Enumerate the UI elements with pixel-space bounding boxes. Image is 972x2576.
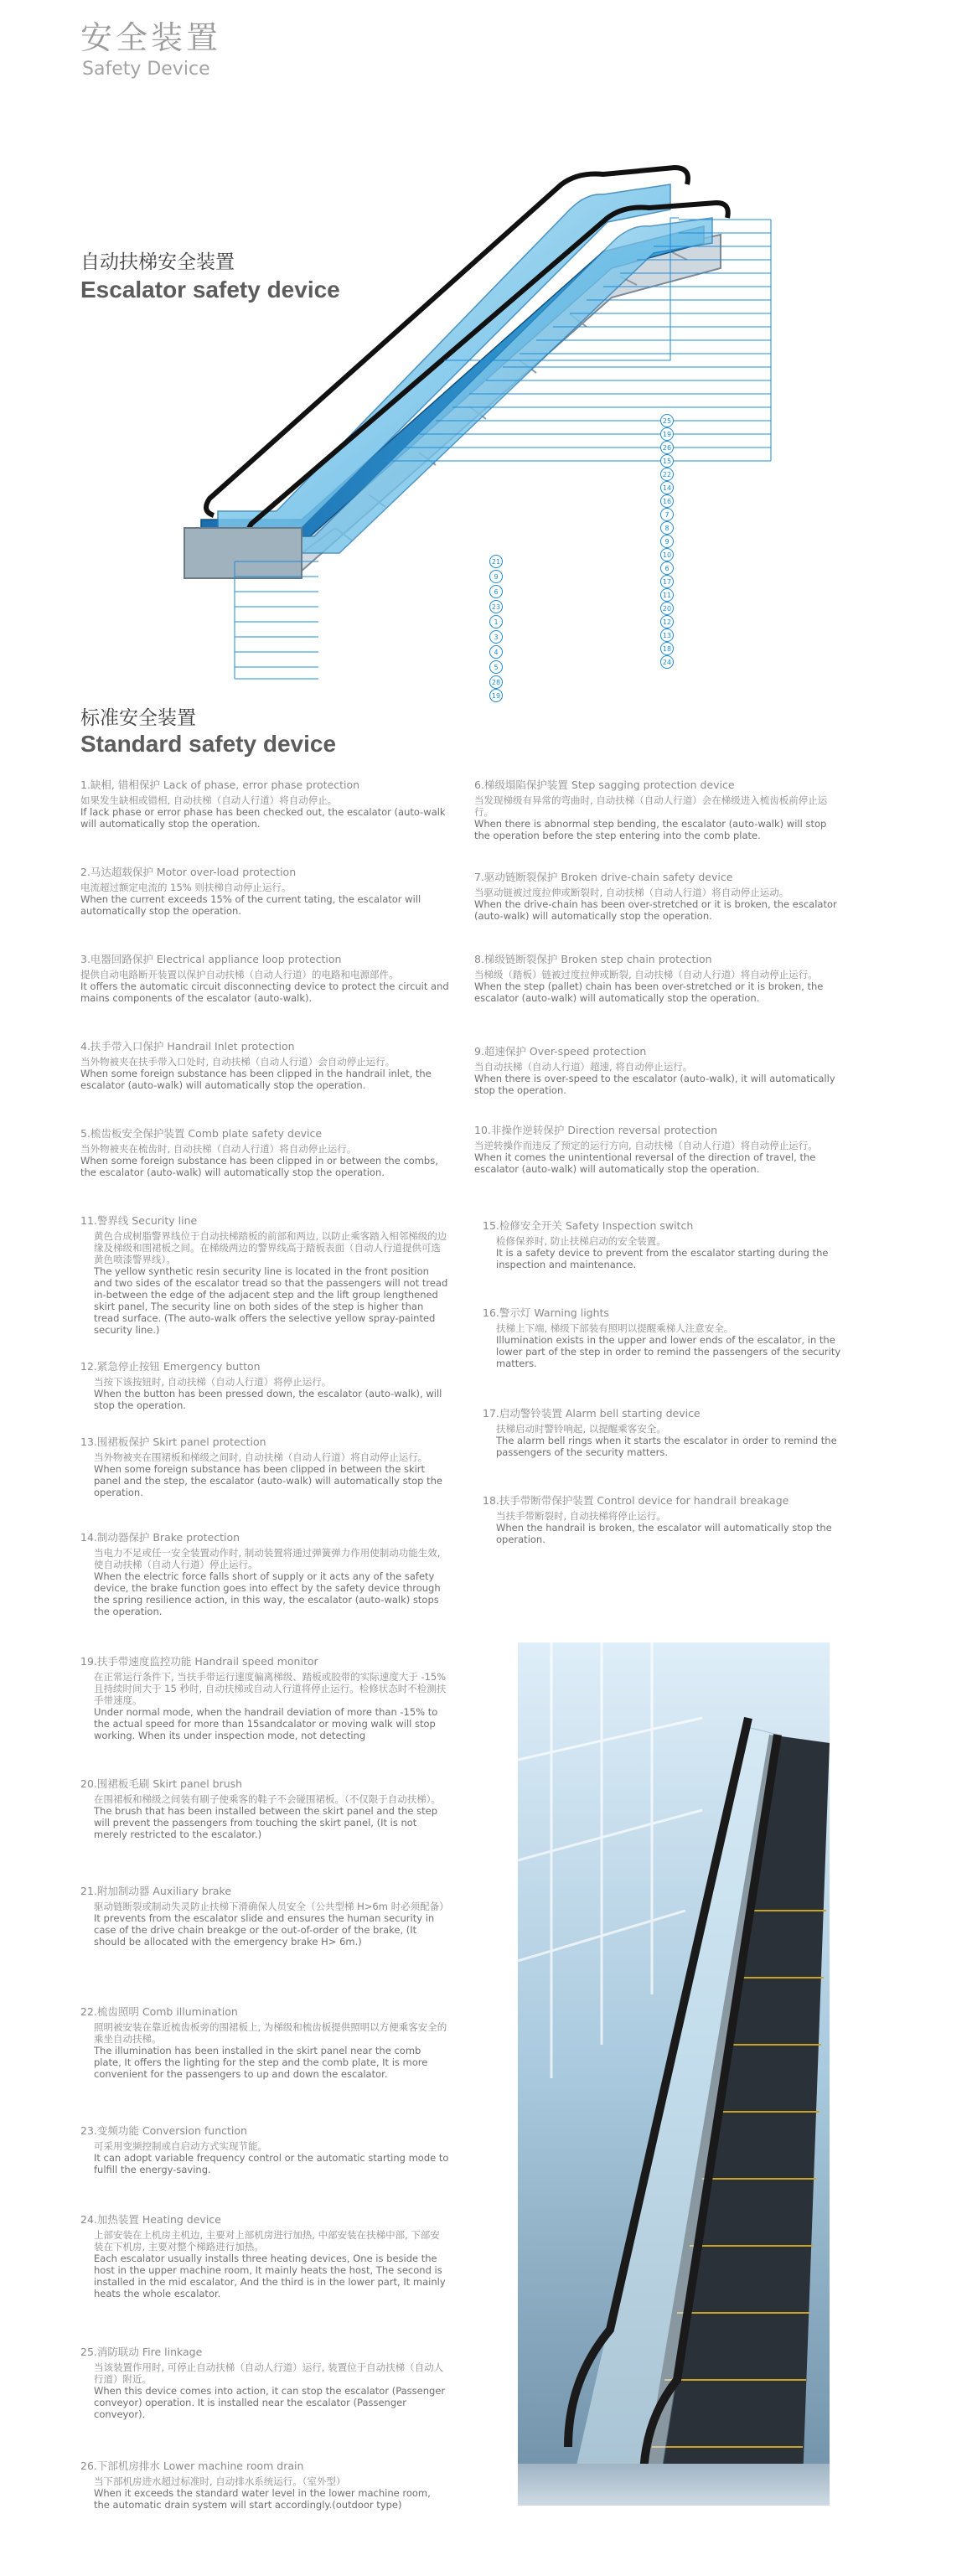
item-text-en: When the drive-chain has been over-stretched or it is broken, the escalator (auto-walk) will automatically stop the operation. <box>474 898 837 922</box>
item-title: 16.警示灯 Warning lights <box>483 1306 609 1319</box>
list-item <box>80 954 449 1004</box>
item-title: 9.超速保护 Over-speed protection <box>474 1045 647 1058</box>
item-text-cn: 电流超过额定电流的 15% 则扶梯自动停止运行。 <box>80 882 292 893</box>
item-title: 4.扶手带入口保护 Handrail Inlet protection <box>80 1040 295 1053</box>
callout-marker: 4 <box>489 645 503 659</box>
item-title: 10.非操作逆转保护 Direction reversal protection <box>474 1124 718 1136</box>
item-text-en: When there is abnormal step bending, the escalator (auto-walk) will stop the operation before the step entering into the comb plate. <box>474 818 827 841</box>
list-item <box>474 779 843 841</box>
item-text-en: The illumination has been installed in the skirt panel near the comb plate, It offers the lighting for the step and the comb plate, It is more convenient for the passengers to up and down the escalator. <box>94 2045 428 2080</box>
list-item <box>80 1041 449 1091</box>
item-text-cn: 当发现梯级有异常的弯曲时, 自动扶梯（自动人行道）会在梯级进入梳齿板前停止运行。 <box>474 794 828 818</box>
item-text-en: When it exceeds the standard water level in the lower machine room, the automatic drain system will start accordingly.(outdoor type) <box>94 2487 431 2511</box>
item-text-cn: 当扶手带断裂时, 自动扶梯将停止运行。 <box>496 1510 666 1522</box>
item-text-en: If lack phase or error phase has been checked out, the escalator (auto-walk will automatically stop the operation. <box>80 806 446 830</box>
item-text-en: It prevents from the escalator slide and ensures the human security in case of the drive chain breakge or the out-of-order of the brake, (It should be allocated with the emergency brake H> 6m.) <box>94 1912 435 1948</box>
list-item <box>80 1436 449 1498</box>
callout-marker: 15 <box>660 454 674 468</box>
callout-marker: 19 <box>489 689 503 702</box>
item-text-en: It offers the automatic circuit disconnecting device to protect the circuit and mains components of the escalator (auto-walk). <box>80 980 449 1004</box>
item-title: 18.扶手带断带保护装置 Control device for handrail breakage <box>483 1494 789 1507</box>
item-title: 12.紧急停止按钮 Emergency button <box>80 1360 261 1373</box>
item-text-en: Illumination exists in the upper and lower ends of the escalator, in the lower part of the step in order to remind the passengers of the security matters. <box>496 1334 841 1369</box>
callout-marker: 8 <box>660 521 674 535</box>
callout-marker: 14 <box>660 481 674 494</box>
list-item <box>80 1128 449 1178</box>
item-text-en: When this device comes into action, it can stop the escalator (Passenger conveyor) operation. It is installed near the escalator (Passenger conveyor). <box>94 2385 446 2420</box>
callout-marker: 28 <box>489 675 503 689</box>
list-item <box>80 779 449 830</box>
list-item <box>80 2214 449 2299</box>
item-text-en: When some foreign substance has been clipped in the handrail inlet, the escalator (auto-walk) will automatically stop the operation. <box>80 1068 432 1091</box>
item-text-en: It is a safety device to prevent from the escalator starting during the inspection and maintenance. <box>496 1247 829 1270</box>
callout-marker: 5 <box>489 660 503 674</box>
item-text-cn: 驱动链断裂或制动失灵防止扶梯下滑确保人员安全（公共型梯 H>6m 时必须配备） <box>94 1901 449 1912</box>
list-item <box>474 954 843 1004</box>
callout-marker: 17 <box>660 575 674 588</box>
item-text-cn: 当电力不足或任一安全装置动作时, 制动装置将通过弹簧弹力作用使制动功能生效, 使自动扶梯（自动人行道）停止运行。 <box>94 1547 441 1570</box>
list-item <box>474 1125 843 1175</box>
escalator-diagram <box>168 159 905 704</box>
callout-marker: 9 <box>660 535 674 548</box>
list-item <box>483 1495 851 1545</box>
list-item <box>80 866 449 917</box>
item-title: 23.变频功能 Conversion function <box>80 2124 247 2137</box>
item-text-cn: 当梯级（踏板）链被过度拉伸或断裂, 自动扶梯（自动人行道）将自动停止运行。 <box>474 969 818 980</box>
item-text-cn: 在围裙板和梯级之间装有刷子使乘客的鞋子不会碰围裙板。（不仅限于自动扶梯）。 <box>94 1793 441 1805</box>
list-item <box>474 1046 843 1096</box>
item-text-en: When there is over-speed to the escalator (auto-walk), it will automatically stop the operation. <box>474 1073 835 1096</box>
callout-marker: 25 <box>660 414 674 427</box>
standard-section-title-cn: 标准安全装置 <box>80 707 196 729</box>
list-item <box>80 1532 449 1617</box>
list-item <box>80 1778 449 1840</box>
callout-marker: 12 <box>660 615 674 628</box>
item-text-en: When the handrail is broken, the escalator will automatically stop the operation. <box>496 1522 832 1545</box>
callout-marker: 16 <box>660 494 674 508</box>
item-text-cn: 当外物被夹在梳齿时, 自动扶梯（自动人行道）将自动停止运行。 <box>80 1143 357 1155</box>
item-title: 7.驱动链断裂保护 Broken drive-chain safety device <box>474 871 733 883</box>
item-title: 2.马达超载保护 Motor over-load protection <box>80 866 297 878</box>
item-text-cn: 黄色合成树脂警界线位于自动扶梯踏板的前部和两边, 以防止乘客踏入相邻梯级的边缘及梯级和围裙板之间。在梯级两边的警界线高于踏板表面（自动人行道提供可选黄色喷漆警界线）。 <box>94 1230 447 1265</box>
item-title: 19.扶手带速度监控功能 Handrail speed monitor <box>80 1655 318 1668</box>
item-text-cn: 当外物被夹在扶手带入口处时, 自动扶梯（自动人行道）会自动停止运行。 <box>80 1056 396 1068</box>
callout-marker: 19 <box>660 427 674 441</box>
item-text-cn: 当该装置作用时, 可停止自动扶梯（自动人行道）运行, 装置位于自动扶梯（自动人行道）附近。 <box>94 2361 444 2385</box>
item-text-cn: 扶梯启动时警铃响起, 以提醒乘客安全。 <box>496 1423 666 1435</box>
item-text-cn: 照明被安装在靠近梳齿板旁的围裙板上, 为梯级和梳齿板提供照明以方便乘客安全的乘坐自动扶梯。 <box>94 2021 447 2045</box>
item-text-en: When the current exceeds 15% of the current tating, the escalator will automatically stop the operation. <box>80 893 421 917</box>
list-item <box>474 872 843 922</box>
item-text-en: It can adopt variable frequency control or the automatic starting mode to fulfill the energy-saving. <box>94 2152 449 2175</box>
item-text-cn: 如果发生缺相或错相, 自动扶梯（自动人行道）将自动停止。 <box>80 794 338 806</box>
item-text-en: When the button has been pressed down, the escalator (auto-walk), will stop the operation. <box>94 1388 442 1411</box>
item-title: 22.梳齿照明 Comb illumination <box>80 2005 238 2018</box>
list-item <box>80 1361 449 1411</box>
callout-marker: 24 <box>660 655 674 669</box>
item-text-cn: 当逆转操作而违反了预定的运行方向, 自动扶梯（自动人行道）将自动停止运行。 <box>474 1140 818 1151</box>
callout-marker: 18 <box>660 642 674 655</box>
callout-marker: 1 <box>489 615 503 628</box>
item-text-cn: 可采用变频控制或自启动方式实现节能。 <box>94 2140 267 2152</box>
item-text-en: The alarm bell rings when it starts the escalator in order to remind the passengers of the security matters. <box>496 1435 837 1458</box>
callout-marker: 11 <box>660 588 674 602</box>
item-title: 3.电器回路保护 Electrical appliance loop protection <box>80 953 342 965</box>
item-text-en: When the electric force falls short of supply or it acts any of the safety device, the brake function goes into effect by the safety device through the spring resilience action, in this way, the escalator (auto-walk) stops the operation. <box>94 1570 441 1617</box>
item-text-cn: 提供自动电路断开装置以保护自动扶梯（自动人行道）的电路和电源部件。 <box>80 969 399 980</box>
escalator-photo <box>518 1642 830 2506</box>
callout-marker: 21 <box>489 555 503 568</box>
list-item <box>80 2460 449 2511</box>
item-title: 14.制动器保护 Brake protection <box>80 1531 240 1544</box>
item-text-en: Under normal mode, when the handrail deviation of more than -15% to the actual speed for more than 15sandcalator or moving walk will stop working. When its under inspection mode, not detecting <box>94 1706 438 1741</box>
item-text-cn: 在正常运行条件下, 当扶手带运行速度偏离梯级、踏板或胶带的实际速度大于 -15% 且持续时间大于 15 秒时, 自动扶梯或自动人行道将停止运行。检修状态时不检测扶手带速度。 <box>94 1671 447 1706</box>
item-title: 21.附加制动器 Auxiliary brake <box>80 1885 232 1897</box>
item-text-cn: 当自动扶梯（自动人行道）超速, 将自动停止运行。 <box>474 1061 693 1073</box>
list-item <box>483 1220 851 1270</box>
callout-marker: 3 <box>489 630 503 644</box>
item-text-cn: 当外物被夹在围裙板和梯级之间时, 自动扶梯（自动人行道）将自动停止运行。 <box>94 1451 428 1463</box>
callout-marker: 7 <box>660 508 674 521</box>
item-text-cn: 当按下该按钮时, 自动扶梯（自动人行道）将停止运行。 <box>94 1376 332 1388</box>
list-item <box>483 1307 851 1369</box>
item-title: 11.警界线 Security line <box>80 1214 198 1227</box>
item-text-en: When some foreign substance has been clipped in or between the combs, the escalator (auto-walk) will automatically stop the operation. <box>80 1155 438 1178</box>
item-text-en: When the step (pallet) chain has been over-stretched or it is broken, the escalator (auto-walk) will automatically stop the operation. <box>474 980 824 1004</box>
list-item <box>80 1215 449 1336</box>
callout-marker: 9 <box>489 570 503 583</box>
item-title: 1.缺相, 错相保护 Lack of phase, error phase protection <box>80 778 360 791</box>
item-text-cn: 上部安装在上机房主机边, 主要对上部机房进行加热, 中部安装在扶梯中部, 下部安装在下机房, 主要对整个梯路进行加热。 <box>94 2229 440 2253</box>
item-text-cn: 当下部机房进水超过标准时, 自动排水系统运行。（室外型） <box>94 2475 346 2487</box>
list-item <box>80 1656 449 1741</box>
list-item <box>80 2006 449 2080</box>
callout-marker: 23 <box>489 600 503 613</box>
item-title: 8.梯级链断裂保护 Broken step chain protection <box>474 953 712 965</box>
item-title: 5.梳齿板安全保护装置 Comb plate safety device <box>80 1127 323 1140</box>
item-text-en: When some foreign substance has been clipped in between the skirt panel and the step, the escalator (auto-walk) will automatically stop the operation. <box>94 1463 442 1498</box>
callout-marker: 20 <box>660 602 674 615</box>
item-text-en: The brush that has been installed between the skirt panel and the step will prevent the passengers from touching the skirt panel, (It is not merely restricted to the escalator.) <box>94 1805 438 1840</box>
item-title: 24.加热装置 Heating device <box>80 2213 221 2226</box>
item-text-en: Each escalator usually installs three heating devices, One is beside the host in the upper machine room, It mainly heats the host, The second is installed in the mid escalator, And the third is in the lower part, It mainly heats the whole escalator. <box>94 2253 446 2299</box>
item-title: 26.下部机房排水 Lower machine room drain <box>80 2460 304 2472</box>
item-title: 15.检修安全开关 Safety Inspection switch <box>483 1219 694 1232</box>
item-title: 17.启动警铃装置 Alarm bell starting device <box>483 1407 701 1420</box>
list-item <box>80 2346 449 2420</box>
list-item <box>483 1408 851 1458</box>
item-text-cn: 当驱动链被过度拉伸或断裂时, 自动扶梯（自动人行道）将自动停止运动。 <box>474 887 789 898</box>
item-title: 6.梯级塌陷保护装置 Step sagging protection device <box>474 778 735 791</box>
item-text-cn: 检修保养时, 防止扶梯启动的安全装置。 <box>496 1235 666 1247</box>
item-text-en: The yellow synthetic resin security line is located in the front position and two sides of the escalator tread so that the passengers will not tread in-between the edge of the adjacent step and the lift group lengthened skirt panel, The security line on both sides of the step is higher than tread surface. (The auto-walk offers the selective yellow spray-painted security line.) <box>94 1265 448 1336</box>
item-title: 25.消防联动 Fire linkage <box>80 2346 203 2358</box>
list-item <box>80 1885 449 1948</box>
callout-marker: 6 <box>660 561 674 575</box>
item-text-en: When it comes the unintentional reversal of the direction of travel, the escalator (auto-walk) will automatically stop the operation. <box>474 1151 816 1175</box>
escalator-section-title-en: Escalator safety device <box>80 277 340 303</box>
page-title-cn: 安全装置 <box>80 19 222 56</box>
item-text-cn: 扶梯上下端, 梯级下部装有照明以提醒乘梯人注意安全。 <box>496 1322 734 1334</box>
item-title: 20.围裙板毛刷 Skirt panel brush <box>80 1777 243 1790</box>
list-item <box>80 2125 449 2175</box>
page-title-en: Safety Device <box>82 59 210 80</box>
callout-marker: 6 <box>489 585 503 598</box>
standard-section-title-en: Standard safety device <box>80 731 337 757</box>
item-title: 13.围裙板保护 Skirt panel protection <box>80 1435 266 1448</box>
callout-marker: 26 <box>660 441 674 454</box>
callout-marker: 10 <box>660 548 674 561</box>
callout-marker: 13 <box>660 628 674 642</box>
escalator-section-title-cn: 自动扶梯安全装置 <box>80 251 235 273</box>
callout-marker: 22 <box>660 468 674 481</box>
